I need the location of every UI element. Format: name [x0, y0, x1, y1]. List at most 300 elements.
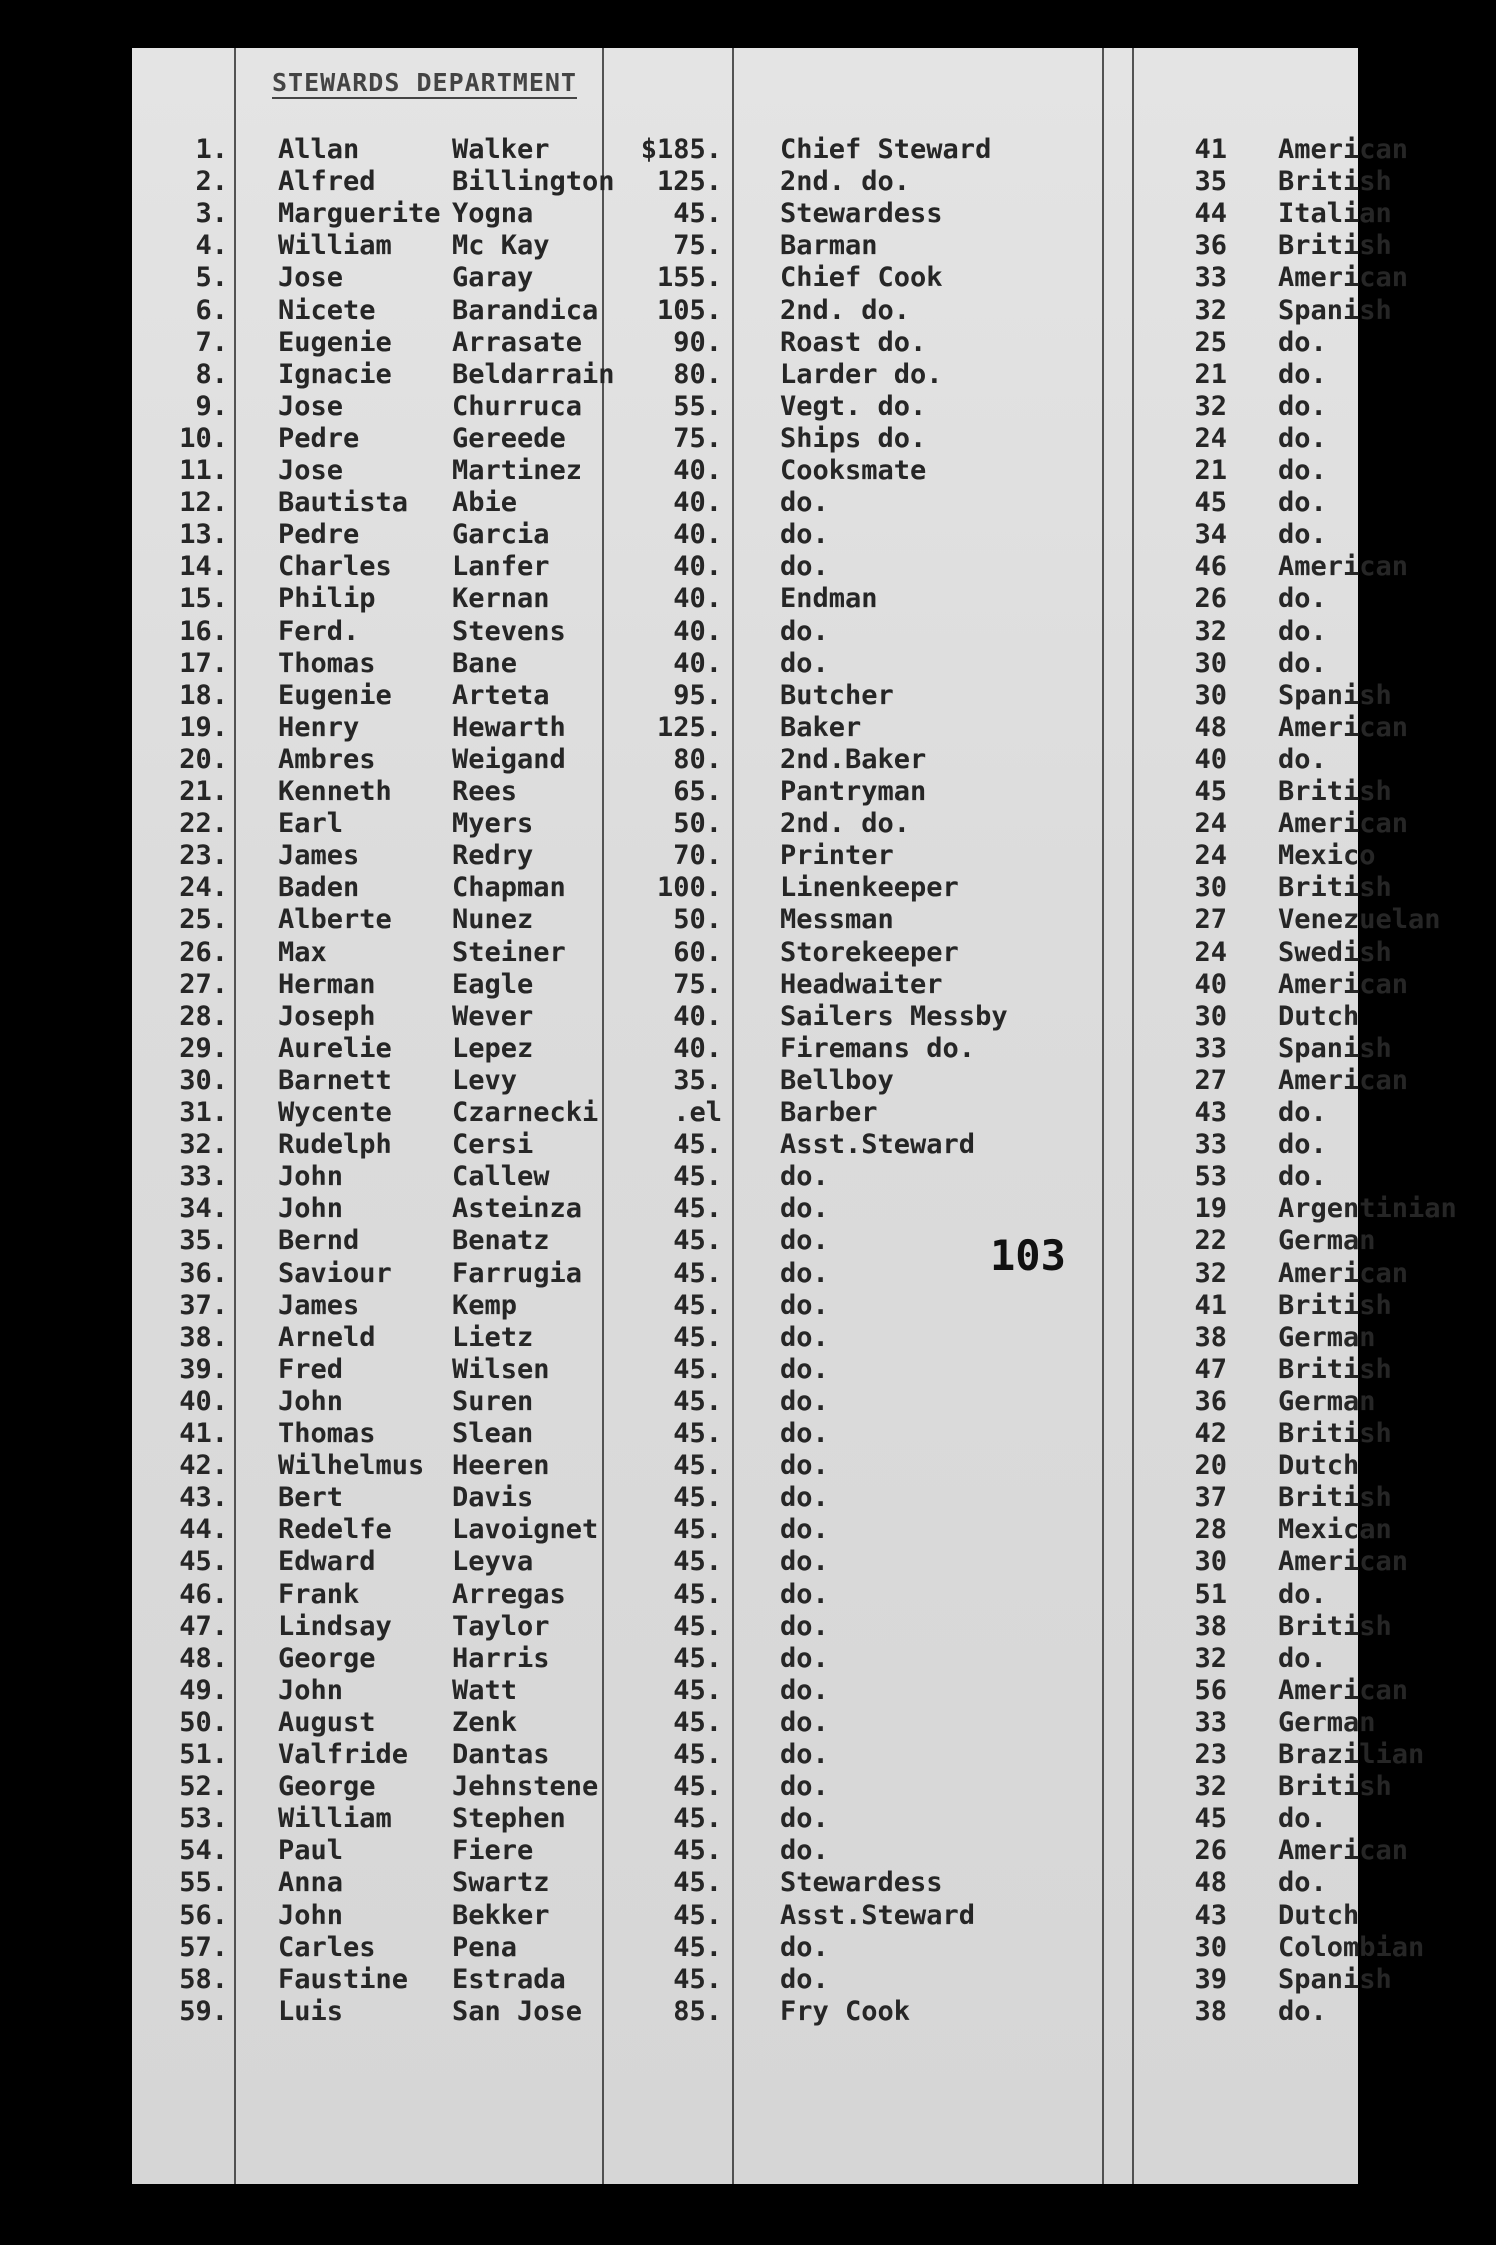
- first-name: Barnett: [278, 1064, 392, 1096]
- first-name: Paul: [278, 1835, 344, 1867]
- last-name: Myers: [452, 808, 534, 840]
- row-number: 40.: [179, 1385, 228, 1417]
- rating: do.: [780, 1289, 829, 1321]
- crew-row: [132, 1579, 1358, 1611]
- first-name: Ferd.: [278, 615, 360, 647]
- last-name: Asteinza: [452, 1193, 583, 1225]
- rating: do.: [780, 1482, 829, 1514]
- row-number: 34.: [179, 1193, 228, 1225]
- rating: do.: [780, 1674, 829, 1706]
- row-number: 16.: [179, 615, 228, 647]
- rating: 2nd. do.: [780, 294, 911, 326]
- crew-row: [132, 808, 1409, 840]
- first-name: William: [278, 230, 392, 262]
- last-name: Abie: [452, 487, 518, 519]
- page-title: STEWARDS DEPARTMENT: [272, 68, 577, 97]
- crew-row: [132, 711, 1409, 744]
- last-name: Eagle: [452, 968, 534, 1000]
- age: 39: [1194, 1963, 1227, 1995]
- age: 26: [1194, 1835, 1227, 1867]
- crew-row: [132, 616, 1358, 648]
- crew-row: [132, 1803, 1358, 1835]
- row-number: 44.: [179, 1514, 228, 1546]
- first-name: Ambres: [278, 743, 376, 775]
- wage: 40.: [673, 647, 722, 679]
- row-number: 3.: [195, 198, 228, 230]
- nationality: Spanish: [1278, 294, 1392, 326]
- wage: 45.: [673, 198, 722, 230]
- first-name: John: [278, 1193, 344, 1225]
- crew-row: [132, 648, 1358, 680]
- age: 32: [1194, 1642, 1227, 1674]
- last-name: Chapman: [452, 872, 566, 904]
- rating: do.: [780, 1385, 829, 1417]
- wage: 45.: [673, 1546, 722, 1578]
- last-name: Garay: [452, 262, 534, 294]
- document-page: [132, 48, 1457, 2184]
- wage: 45.: [673, 1289, 722, 1321]
- nationality: Spanish: [1278, 679, 1392, 711]
- rating: do.: [780, 1225, 829, 1257]
- nationality: Venezuelan: [1278, 904, 1441, 936]
- rating: do.: [780, 1803, 829, 1835]
- first-name: Eugenie: [278, 326, 392, 358]
- row-number: 1.: [195, 134, 228, 165]
- row-number: 5.: [195, 262, 228, 294]
- nationality: do.: [1278, 1129, 1327, 1161]
- first-name: Thomas: [278, 647, 376, 679]
- first-name: Thomas: [278, 1418, 376, 1449]
- rating: 2nd. do.: [780, 166, 911, 198]
- first-name: Henry: [278, 711, 360, 743]
- row-number: 46.: [179, 1578, 228, 1610]
- age: 21: [1194, 455, 1227, 486]
- age: 51: [1194, 1578, 1227, 1610]
- first-name: Jose: [278, 262, 344, 294]
- wage: 85.: [673, 1995, 722, 2027]
- age: 46: [1194, 551, 1227, 583]
- crew-row: [132, 359, 1358, 391]
- first-name: Earl: [278, 808, 344, 840]
- rating: Headwaiter: [780, 968, 943, 1000]
- age: 21: [1194, 358, 1227, 390]
- crew-row: [132, 1032, 1392, 1065]
- crew-row: [132, 968, 1409, 1001]
- age: 32: [1194, 390, 1227, 422]
- age: 28: [1194, 1514, 1227, 1546]
- last-name: Barandica: [452, 294, 599, 326]
- rating: do.: [780, 1835, 829, 1867]
- nationality: German: [1278, 1385, 1376, 1417]
- crew-row: [132, 1418, 1392, 1450]
- nationality: do.: [1278, 1578, 1327, 1610]
- row-number: 17.: [179, 647, 228, 679]
- first-name: Allan: [278, 134, 360, 165]
- wage: 45.: [673, 1578, 722, 1610]
- rating: do.: [780, 1161, 829, 1193]
- wage: 40.: [673, 487, 722, 519]
- crew-row: [132, 1450, 1358, 1482]
- wage: 40.: [673, 455, 722, 486]
- last-name: Walker: [452, 134, 550, 165]
- nationality: Mexico: [1278, 840, 1376, 872]
- rating: do.: [780, 1931, 829, 1963]
- row-number: 47.: [179, 1610, 228, 1642]
- last-name: Czarnecki: [452, 1097, 599, 1128]
- row-number: 43.: [179, 1482, 228, 1514]
- row-number: 37.: [179, 1289, 228, 1321]
- wage: 45.: [673, 1674, 722, 1706]
- crew-row: [132, 134, 1409, 166]
- last-name: San Jose: [452, 1995, 583, 2027]
- age: 20: [1194, 1450, 1227, 1482]
- row-number: 45.: [179, 1546, 228, 1578]
- first-name: James: [278, 840, 360, 872]
- age: 41: [1194, 134, 1227, 165]
- first-name: Alfred: [278, 166, 376, 198]
- age: 33: [1194, 1129, 1227, 1161]
- nationality: British: [1278, 1289, 1392, 1321]
- crew-row: [132, 487, 1358, 519]
- crew-row: [132, 1835, 1409, 1867]
- wage: 45.: [673, 1257, 722, 1289]
- age: 38: [1194, 1321, 1227, 1353]
- crew-row: [132, 1064, 1409, 1097]
- crew-row: [132, 166, 1392, 198]
- last-name: Churruca: [452, 390, 583, 422]
- crew-row: [132, 679, 1392, 712]
- crew-row: [132, 230, 1392, 262]
- row-number: 14.: [179, 551, 228, 583]
- first-name: Aurelie: [278, 1032, 392, 1064]
- nationality: do.: [1278, 615, 1327, 647]
- row-number: 59.: [179, 1995, 228, 2027]
- crew-row: [132, 1001, 1358, 1033]
- rating: do.: [780, 1963, 829, 1995]
- wage: 70.: [673, 840, 722, 872]
- rating: Chief Cook: [780, 262, 943, 294]
- row-number: 36.: [179, 1257, 228, 1289]
- age: 24: [1194, 422, 1227, 454]
- crew-row: [132, 1706, 1376, 1739]
- last-name: Wilsen: [452, 1353, 550, 1385]
- age: 30: [1194, 1000, 1227, 1032]
- first-name: Valfride: [278, 1739, 409, 1770]
- age: 45: [1194, 487, 1227, 519]
- wage: 50.: [673, 904, 722, 936]
- wage: 45.: [673, 1899, 722, 1931]
- row-number: 32.: [179, 1129, 228, 1161]
- wage: 45.: [673, 1867, 722, 1899]
- rating: Asst.Steward: [780, 1129, 976, 1161]
- crew-row: [132, 840, 1376, 872]
- first-name: Nicete: [278, 294, 376, 326]
- nationality: Dutch: [1278, 1000, 1360, 1032]
- last-name: Zenk: [452, 1706, 518, 1738]
- age: 26: [1194, 583, 1227, 615]
- last-name: Levy: [452, 1064, 518, 1096]
- last-name: Wever: [452, 1000, 534, 1032]
- row-number: 24.: [179, 872, 228, 904]
- rating: do.: [780, 1610, 829, 1642]
- wage: 55.: [673, 390, 722, 422]
- age: 43: [1194, 1097, 1227, 1128]
- first-name: Edward: [278, 1546, 376, 1578]
- wage: 95.: [673, 679, 722, 711]
- crew-row: [132, 1900, 1358, 1932]
- first-name: Jose: [278, 390, 344, 422]
- age: 41: [1194, 1289, 1227, 1321]
- nationality: Colombian: [1278, 1931, 1425, 1963]
- first-name: Faustine: [278, 1963, 409, 1995]
- rating: 2nd.Baker: [780, 743, 927, 775]
- rating: Messman: [780, 904, 894, 936]
- row-number: 23.: [179, 840, 228, 872]
- rating: Vegt. do.: [780, 390, 927, 422]
- first-name: Wycente: [278, 1097, 392, 1128]
- last-name: Suren: [452, 1385, 534, 1417]
- crew-row: [132, 1867, 1358, 1899]
- first-name: Pedre: [278, 519, 360, 551]
- rating: Larder do.: [780, 358, 943, 390]
- row-number: 53.: [179, 1803, 228, 1835]
- last-name: Leyva: [452, 1546, 534, 1578]
- crew-row: [132, 936, 1392, 969]
- wage: 45.: [673, 1771, 722, 1803]
- wage: 45.: [673, 1129, 722, 1161]
- first-name: Luis: [278, 1995, 344, 2027]
- row-number: 26.: [179, 936, 228, 968]
- rating: Fry Cook: [780, 1995, 911, 2027]
- nationality: American: [1278, 262, 1409, 294]
- row-number: 31.: [179, 1097, 228, 1128]
- nationality: do.: [1278, 1867, 1327, 1899]
- nationality: Argentinian: [1278, 1193, 1457, 1225]
- last-name: Pena: [452, 1931, 518, 1963]
- last-name: Arregas: [452, 1578, 566, 1610]
- nationality: American: [1278, 1674, 1409, 1706]
- nationality: do.: [1278, 326, 1327, 358]
- rating: Firemans do.: [780, 1032, 976, 1064]
- crew-row: [132, 198, 1392, 230]
- wage: 35.: [673, 1064, 722, 1096]
- crew-row: [132, 1739, 1425, 1771]
- nationality: British: [1278, 1418, 1392, 1449]
- last-name: Heeren: [452, 1450, 550, 1482]
- nationality: British: [1278, 1610, 1392, 1642]
- last-name: Stevens: [452, 615, 566, 647]
- rating: do.: [780, 519, 829, 551]
- wage: 45.: [673, 1739, 722, 1770]
- wage: 45.: [673, 1450, 722, 1482]
- rating: Cooksmate: [780, 455, 927, 486]
- age: 32: [1194, 294, 1227, 326]
- crew-row: [132, 423, 1358, 455]
- row-number: 2.: [195, 166, 228, 198]
- crew-row: [132, 1963, 1392, 1996]
- wage: 90.: [673, 326, 722, 358]
- row-number: 13.: [179, 519, 228, 551]
- last-name: Kemp: [452, 1289, 518, 1321]
- rating: do.: [780, 487, 829, 519]
- row-number: 6.: [195, 294, 228, 326]
- wage: 75.: [673, 230, 722, 262]
- row-number: 33.: [179, 1161, 228, 1193]
- first-name: Herman: [278, 968, 376, 1000]
- crew-row: [132, 583, 1358, 615]
- row-number: 48.: [179, 1642, 228, 1674]
- age: 36: [1194, 230, 1227, 262]
- first-name: John: [278, 1161, 344, 1193]
- wage: 75.: [673, 422, 722, 454]
- rating: Baker: [780, 711, 862, 743]
- rating: do.: [780, 647, 829, 679]
- row-number: 22.: [179, 808, 228, 840]
- age: 30: [1194, 1931, 1227, 1963]
- wage: 125.: [656, 166, 722, 198]
- row-number: 20.: [179, 743, 228, 775]
- nationality: British: [1278, 776, 1392, 807]
- last-name: Garcia: [452, 519, 550, 551]
- nationality: German: [1278, 1706, 1376, 1738]
- age: 36: [1194, 1385, 1227, 1417]
- crew-row: [132, 1643, 1358, 1675]
- age: 23: [1194, 1739, 1227, 1770]
- nationality: do.: [1278, 358, 1327, 390]
- rating: do.: [780, 1642, 829, 1674]
- row-number: 50.: [179, 1706, 228, 1738]
- wage: 45.: [673, 1835, 722, 1867]
- wage: 155.: [656, 262, 722, 294]
- page-number: 103: [990, 1231, 1066, 1280]
- age: 33: [1194, 262, 1227, 294]
- first-name: Bert: [278, 1482, 344, 1514]
- age: 30: [1194, 647, 1227, 679]
- row-number: 27.: [179, 968, 228, 1000]
- crew-row: [132, 1289, 1392, 1322]
- nationality: Dutch: [1278, 1899, 1360, 1931]
- crew-row: [132, 1321, 1376, 1354]
- nationality: do.: [1278, 487, 1327, 519]
- first-name: Philip: [278, 583, 376, 615]
- rating: Storekeeper: [780, 936, 959, 968]
- nationality: American: [1278, 551, 1409, 583]
- row-number: 19.: [179, 711, 228, 743]
- rating: do.: [780, 1739, 829, 1770]
- crew-row: [132, 391, 1358, 423]
- rating: Endman: [780, 583, 878, 615]
- wage: 45.: [673, 1193, 722, 1225]
- wage: 40.: [673, 1000, 722, 1032]
- row-number: 7.: [195, 326, 228, 358]
- crew-row: [132, 294, 1392, 327]
- crew-row: [132, 551, 1409, 583]
- first-name: Alberte: [278, 904, 392, 936]
- crew-row: [132, 872, 1392, 904]
- nationality: British: [1278, 166, 1392, 198]
- wage: 45.: [673, 1706, 722, 1738]
- row-number: 51.: [179, 1739, 228, 1770]
- wage: 45.: [673, 1642, 722, 1674]
- crew-row: [132, 455, 1358, 487]
- age: 35: [1194, 166, 1227, 198]
- age: 24: [1194, 808, 1227, 840]
- crew-row: [132, 262, 1409, 294]
- wage: 100.: [656, 872, 722, 904]
- nationality: do.: [1278, 390, 1327, 422]
- wage: 60.: [673, 936, 722, 968]
- age: 27: [1194, 1064, 1227, 1096]
- nationality: do.: [1278, 1097, 1327, 1128]
- rating: Stewardess: [780, 198, 943, 230]
- row-number: 54.: [179, 1835, 228, 1867]
- rating: Pantryman: [780, 776, 927, 807]
- wage: 105.: [656, 294, 722, 326]
- crew-row: [132, 1674, 1409, 1707]
- age: 40: [1194, 743, 1227, 775]
- last-name: Taylor: [452, 1610, 550, 1642]
- rating: Roast do.: [780, 326, 927, 358]
- rating: Barman: [780, 230, 878, 262]
- row-number: 25.: [179, 904, 228, 936]
- first-name: Baden: [278, 872, 360, 904]
- row-number: 11.: [179, 455, 228, 486]
- age: 40: [1194, 968, 1227, 1000]
- age: 37: [1194, 1482, 1227, 1514]
- first-name: Marguerite: [278, 198, 441, 230]
- nationality: Brazilian: [1278, 1739, 1425, 1770]
- rating: do.: [780, 1353, 829, 1385]
- rating: do.: [780, 1706, 829, 1738]
- first-name: Wilhelmus: [278, 1450, 425, 1482]
- nationality: Italian: [1278, 198, 1392, 230]
- row-number: 29.: [179, 1032, 228, 1064]
- age: 25: [1194, 326, 1227, 358]
- nationality: Spanish: [1278, 1963, 1392, 1995]
- last-name: Mc Kay: [452, 230, 550, 262]
- crew-row: [132, 1193, 1457, 1225]
- wage: 45.: [673, 1931, 722, 1963]
- wage: 40.: [673, 519, 722, 551]
- nationality: do.: [1278, 422, 1327, 454]
- nationality: American: [1278, 1546, 1409, 1578]
- nationality: British: [1278, 1482, 1392, 1514]
- last-name: Martinez: [452, 455, 583, 486]
- first-name: Arneld: [278, 1321, 376, 1353]
- row-number: 42.: [179, 1450, 228, 1482]
- first-name: John: [278, 1674, 344, 1706]
- rating: do.: [780, 1193, 829, 1225]
- crew-row: [132, 1546, 1409, 1578]
- wage: 40.: [673, 1032, 722, 1064]
- age: 24: [1194, 840, 1227, 872]
- rating: do.: [780, 1546, 829, 1578]
- last-name: Hewarth: [452, 711, 566, 743]
- row-number: 30.: [179, 1064, 228, 1096]
- age: 24: [1194, 936, 1227, 968]
- wage: 45.: [673, 1385, 722, 1417]
- first-name: Charles: [278, 551, 392, 583]
- row-number: 10.: [179, 422, 228, 454]
- age: 43: [1194, 1899, 1227, 1931]
- last-name: Steiner: [452, 936, 566, 968]
- rating: Ships do.: [780, 422, 927, 454]
- first-name: Pedre: [278, 422, 360, 454]
- wage: 45.: [673, 1963, 722, 1995]
- last-name: Dantas: [452, 1739, 550, 1770]
- crew-row: [132, 327, 1358, 359]
- last-name: Gereede: [452, 422, 566, 454]
